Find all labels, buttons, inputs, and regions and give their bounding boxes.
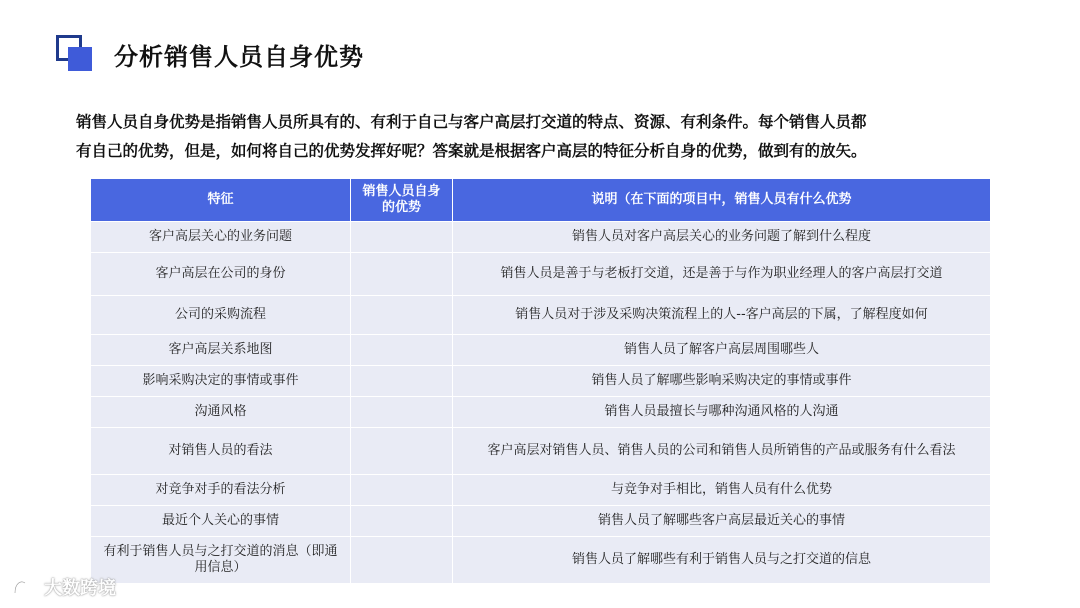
explanation-cell: 销售人员对于涉及采购决策流程上的人--客户高层的下属，了解程度如何 <box>453 296 991 335</box>
watermark <box>12 574 116 600</box>
header-advantage: 销售人员自身的优势 <box>351 179 453 222</box>
explanation-cell: 销售人员了解哪些客户高层最近关心的事情 <box>453 506 991 537</box>
explanation-cell: 销售人员了解哪些影响采购决定的事情或事件 <box>453 366 991 397</box>
advantage-cell <box>351 537 453 584</box>
table-row <box>91 296 991 335</box>
title-bar <box>56 34 364 74</box>
intro-line-2: 有自己的优势，但是，如何将自己的优势发挥好呢？答案就是根据客户高层的特征分析自身的优势，做到有的放矢。 <box>76 142 867 160</box>
table-row <box>91 428 991 475</box>
feature-cell: 有利于销售人员与之打交道的消息（即通用信息） <box>91 537 351 584</box>
table-row <box>91 537 991 584</box>
table-row <box>91 397 991 428</box>
intro-paragraph <box>76 108 1006 166</box>
explanation-cell: 销售人员对客户高层关心的业务问题了解到什么程度 <box>453 222 991 253</box>
advantage-cell <box>351 397 453 428</box>
table-row <box>91 475 991 506</box>
intro-line-1: 销售人员自身优势是指销售人员所具有的、有利于自己与客户高层打交道的特点、资源、有利条件。每个销售人员都 <box>76 113 867 131</box>
explanation-cell: 与竞争对手相比，销售人员有什么优势 <box>453 475 991 506</box>
feature-cell: 最近个人关心的事情 <box>91 506 351 537</box>
feature-cell: 客户高层关心的业务问题 <box>91 222 351 253</box>
table-row <box>91 335 991 366</box>
features-table <box>90 178 991 584</box>
feature-cell: 沟通风格 <box>91 397 351 428</box>
watermark-text: 大数跨境 <box>44 578 116 599</box>
header-explanation: 说明（在下面的项目中，销售人员有什么优势 <box>453 179 991 222</box>
table-row <box>91 253 991 296</box>
header-feature: 特征 <box>91 179 351 222</box>
explanation-cell: 销售人员了解哪些有利于销售人员与之打交道的信息 <box>453 537 991 584</box>
advantage-cell <box>351 335 453 366</box>
advantage-cell <box>351 428 453 475</box>
feature-cell: 影响采购决定的事情或事件 <box>91 366 351 397</box>
explanation-cell: 销售人员最擅长与哪种沟通风格的人沟通 <box>453 397 991 428</box>
advantage-cell <box>351 296 453 335</box>
squares-icon <box>56 35 94 73</box>
page-title: 分析销售人员自身优势 <box>114 42 364 71</box>
table-row <box>91 366 991 397</box>
explanation-cell: 客户高层对销售人员、销售人员的公司和销售人员所销售的产品或服务有什么看法 <box>453 428 991 475</box>
advantage-cell <box>351 366 453 397</box>
advantage-cell <box>351 475 453 506</box>
table-row <box>91 506 991 537</box>
feature-cell: 客户高层关系地图 <box>91 335 351 366</box>
brand-logo-icon <box>12 577 38 597</box>
feature-cell: 对竞争对手的看法分析 <box>91 475 351 506</box>
feature-cell: 客户高层在公司的身份 <box>91 253 351 296</box>
table-row <box>91 222 991 253</box>
advantage-cell <box>351 253 453 296</box>
explanation-cell: 销售人员是善于与老板打交道，还是善于与作为职业经理人的客户高层打交道 <box>453 253 991 296</box>
explanation-cell: 销售人员了解客户高层周围哪些人 <box>453 335 991 366</box>
feature-cell: 对销售人员的看法 <box>91 428 351 475</box>
table-header-row <box>91 179 991 222</box>
advantage-cell <box>351 506 453 537</box>
advantage-cell <box>351 222 453 253</box>
feature-cell: 公司的采购流程 <box>91 296 351 335</box>
